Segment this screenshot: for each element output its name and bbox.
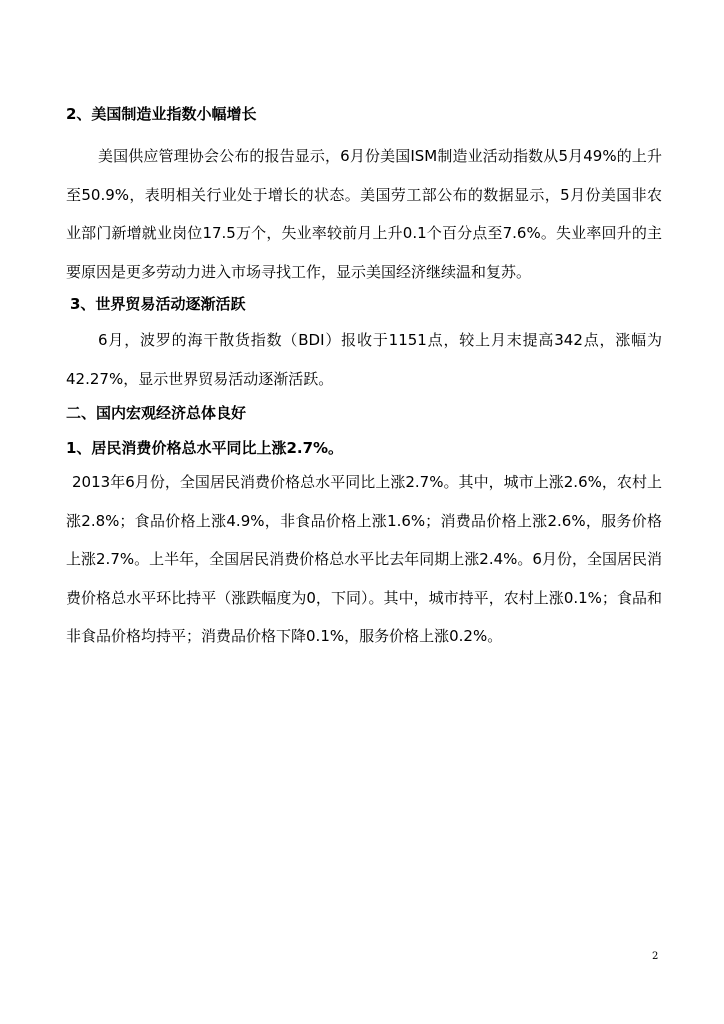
paragraph-cpi: 2013年6月份，全国居民消费价格总水平同比上涨2.7%。其中，城市上涨2.6%，农村上涨2.8%；食品价格上涨4.9%，非食品价格上涨1.6%；消费品价格上涨2.6%，服务价格上涨2.7%。上半年，全国居民消费价格总水平比去年同期上涨2.4%。6月份，全国居民消费价格总水平环比持平（涨跌幅度为0，下同）。其中，城市持平，农村上涨0.1%；食品和非食品价格均持平；消费品价格下降0.1%，服务价格上涨0.2%。	[66, 473, 662, 645]
section-heading-domestic-macro: 二、国内宏观经济总体良好	[66, 404, 247, 422]
page-number: 2	[652, 951, 659, 962]
paragraph-us-manufacturing: 美国供应管理协会公布的报告显示，6月份美国ISM制造业活动指数从5月49%的上升至50.9%，表明相关行业处于增长的状态。美国劳工部公布的数据显示，5月份美国非农业部门新增就业岗位17.5万个，失业率较前月上升0.1个百分点至7.6%。失业率回升的主要原因是更多劳动力进入市场寻找工作，显示美国经济继续温和复苏。	[66, 147, 662, 281]
section-heading-world-trade: 3、世界贸易活动逐渐活跃	[70, 295, 246, 313]
section-heading-cpi: 1、居民消费价格总水平同比上涨2.7%。	[66, 439, 344, 457]
document-body	[66, 101, 662, 656]
paragraph-world-trade: 6月，波罗的海干散货指数（BDI）报收于1151点，较上月末提高342点，涨幅为42.27%，显示世界贸易活动逐渐活跃。	[66, 331, 662, 388]
section-heading-us-manufacturing: 2、美国制造业指数小幅增长	[66, 105, 257, 123]
